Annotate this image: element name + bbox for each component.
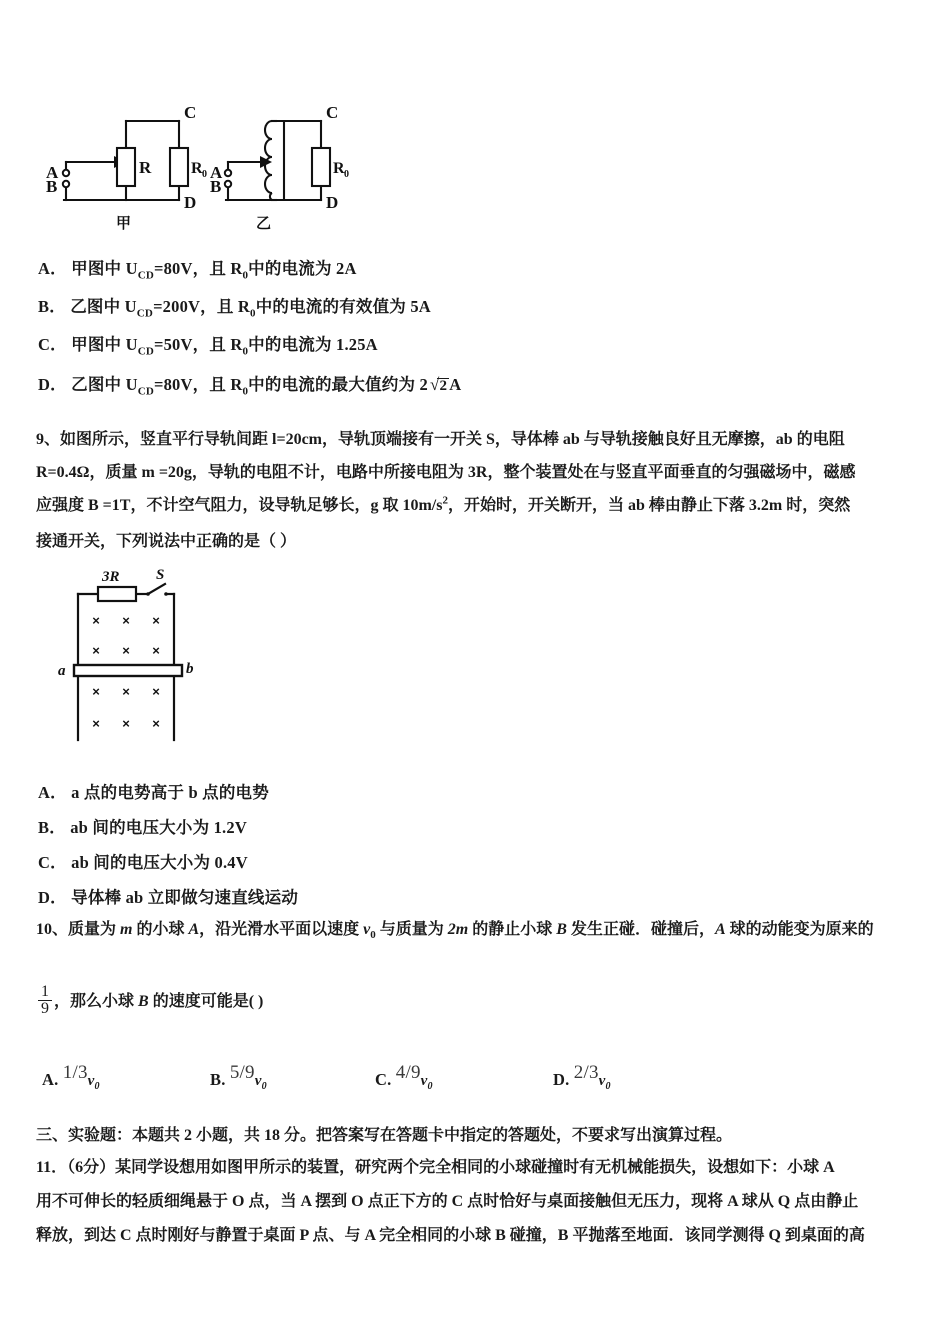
q10-ball-b: B <box>556 921 567 938</box>
field-cross: × <box>152 643 160 658</box>
option-letter: A． <box>38 783 67 802</box>
field-cross: × <box>92 643 100 658</box>
q11-line-3: 释放，到达 C 点时刚好与静置于桌面 P 点、与 A 完全相同的小球 B 碰撞，B 平抛落至地面．该同学测得 Q 到桌面的高 <box>36 1227 865 1244</box>
option-text: 乙图中 U <box>71 375 138 394</box>
option-text-mid: =50V，且 R <box>154 335 243 354</box>
q9-line-3-part-a: 应强度 B =1T，不计空气阻力，设导轨足够长，g 取 10m/s <box>36 497 443 514</box>
option-letter: C. <box>375 1070 392 1089</box>
option-variable: $v_0$ <box>420 1073 433 1092</box>
option-text-post: 中的电流的最大值约为 2 <box>248 375 428 394</box>
option-text: ab 间的电压大小为 0.4V <box>71 853 248 872</box>
field-cross: × <box>152 684 160 699</box>
svg-text:乙: 乙 <box>256 214 272 230</box>
q10-line-2 <box>36 984 263 1018</box>
q11-line-2: 用不可伸长的轻质细绳悬于 O 点，当 A 摆到 O 点正下方的 C 点时恰好与桌面接触但无压力，现将 A 球从 Q 点由静止 <box>36 1193 859 1210</box>
q10-t3: ，沿光滑水平面以速度 <box>199 921 364 938</box>
option-text-post: 中的电流为 1.25A <box>248 335 378 354</box>
option-text: ab 间的电压大小为 1.2V <box>70 818 247 837</box>
option-subscript-2: 0 <box>242 269 249 282</box>
svg-text:R: R <box>333 160 345 177</box>
svg-text:甲: 甲 <box>116 214 132 230</box>
q9-line-1: 9、如图所示，竖直平行导轨间距 l=20cm，导轨顶端接有一开关 S，导体棒 ab 与导轨接触良好且无摩擦，ab 的电阻 <box>36 431 845 448</box>
resistor-3r-label: 3R <box>102 569 120 585</box>
sqrt-symbol: √2 <box>429 375 448 394</box>
field-cross: × <box>92 613 100 628</box>
field-cross: × <box>152 613 160 628</box>
svg-text:B: B <box>210 177 222 196</box>
q10-ball-a2: A <box>714 921 726 938</box>
q10-option-a <box>42 1062 100 1092</box>
q8-option-b <box>38 293 431 319</box>
q10-var-v-sub: 0 <box>370 929 376 942</box>
svg-text:D: D <box>184 193 197 212</box>
q10-t6: 发生正碰．碰撞后， <box>566 921 715 938</box>
option-letter: A. <box>42 1070 59 1089</box>
q10-var-m: m <box>120 921 133 938</box>
option-letter: B． <box>38 297 66 316</box>
option-tail-unit: A <box>449 375 462 394</box>
field-cross: × <box>92 716 100 731</box>
option-subscript: CD <box>137 345 154 358</box>
option-text: a 点的电势高于 b 点的电势 <box>71 783 269 802</box>
option-text: 甲图中 U <box>71 335 138 354</box>
option-subscript-2: 0 <box>242 385 249 398</box>
field-cross: × <box>122 613 130 628</box>
option-text: 甲图中 U <box>71 259 138 278</box>
figure-vertical-rails <box>52 568 252 760</box>
option-subscript: CD <box>137 385 154 398</box>
svg-text:0: 0 <box>202 169 207 180</box>
option-fraction: 4/9 <box>395 1062 421 1083</box>
svg-text:D: D <box>326 193 339 212</box>
field-cross: × <box>122 684 130 699</box>
q10-line-1 <box>36 916 874 941</box>
field-cross: × <box>122 643 130 658</box>
field-cross: × <box>122 716 130 731</box>
figure-circuits-jia-yi <box>44 100 354 230</box>
rod-a-label: a <box>58 663 66 679</box>
q10-t7: 球的动能变为原来的 <box>725 921 874 938</box>
rod-b-label: b <box>186 661 194 677</box>
option-letter: B. <box>210 1070 226 1089</box>
fraction-one-ninth <box>38 984 52 1018</box>
field-cross: × <box>92 684 100 699</box>
option-variable: $v_0$ <box>254 1073 267 1092</box>
q8-option-a <box>38 255 357 281</box>
q10-t2: 的小球 <box>132 921 189 938</box>
svg-text:0: 0 <box>344 169 349 180</box>
option-letter: B． <box>38 818 66 837</box>
option-letter: D． <box>38 375 67 394</box>
option-subscript-2: 0 <box>242 345 249 358</box>
option-variable: $v_0$ <box>87 1073 100 1092</box>
q10-option-c <box>375 1062 433 1092</box>
option-text-mid: =80V，且 R <box>154 259 243 278</box>
option-letter: A． <box>38 259 67 278</box>
option-subscript: CD <box>136 307 154 320</box>
q9-option-b <box>38 814 247 838</box>
option-variable: $v_0$ <box>598 1073 611 1092</box>
q10-ball-b2: B <box>138 993 149 1011</box>
svg-text:R: R <box>139 158 152 177</box>
q11-line-1: 11．（6分）某同学设想用如图甲所示的装置，研究两个完全相同的小球碰撞时有无机械能损失，设想如下：小球 A <box>36 1159 835 1176</box>
q10-option-b <box>210 1062 267 1092</box>
section-3-heading: 三、实验题：本题共 2 小题，共 18 分。把答案写在答题卡中指定的答题处，不要求写出演算过程。 <box>36 1127 733 1144</box>
switch-s-label: S <box>156 568 165 583</box>
option-text-mid: =80V，且 R <box>154 375 243 394</box>
option-text: 乙图中 U <box>70 297 137 316</box>
q9-line-3-part-b: ，开始时，开关断开，当 ab 棒由静止下落 3.2m 时，突然 <box>447 497 851 514</box>
svg-text:R: R <box>191 160 203 177</box>
option-letter: D. <box>553 1070 570 1089</box>
q10-t5: 的静止小球 <box>468 921 557 938</box>
q10-t8: ，那么小球 <box>54 993 139 1011</box>
q9-option-a <box>38 779 269 803</box>
q9-option-c <box>38 849 248 873</box>
q10-t1: 10、质量为 <box>36 921 121 938</box>
q10-ball-a: A <box>188 921 200 938</box>
q9-line-4: 接通开关，下列说法中正确的是（ ） <box>36 533 297 550</box>
q8-option-d <box>38 371 461 397</box>
q9-line-3 <box>36 492 850 515</box>
svg-text:A: A <box>46 163 59 182</box>
q9-option-d <box>38 884 298 908</box>
q10-var-2m: 2m <box>447 921 469 938</box>
q10-option-d <box>553 1062 611 1092</box>
option-text-mid: =200V，且 R <box>153 297 250 316</box>
svg-text:A: A <box>210 163 223 182</box>
option-letter: C． <box>38 853 67 872</box>
option-fraction: 2/3 <box>573 1062 599 1083</box>
svg-text:B: B <box>46 177 58 196</box>
svg-text:C: C <box>184 103 197 122</box>
q9-line-3-superscript: 2 <box>442 494 448 507</box>
q9-line-2: R=0.4Ω，质量 m =20g，导轨的电阻不计，电路中所接电阻为 3R，整个装置处在与竖直平面垂直的匀强磁场中，磁感 <box>36 464 856 481</box>
option-subscript-2: 0 <box>250 307 256 320</box>
option-fraction: 1/3 <box>62 1062 88 1083</box>
option-letter: C． <box>38 335 67 354</box>
field-cross: × <box>152 716 160 731</box>
option-fraction: 5/9 <box>229 1062 255 1083</box>
option-text-post: 中的电流的有效值为 5A <box>255 297 431 316</box>
option-letter: D． <box>38 888 67 907</box>
q10-var-v: v <box>363 921 371 938</box>
option-text: 导体棒 ab 立即做匀速直线运动 <box>71 888 299 907</box>
svg-text:C: C <box>326 103 339 122</box>
option-subscript: CD <box>137 269 154 282</box>
q10-t9: 的速度可能是( ) <box>148 993 264 1011</box>
q8-option-c <box>38 331 378 357</box>
fraction-denominator: 9 <box>38 1000 52 1017</box>
fraction-numerator: 1 <box>41 983 49 1000</box>
q10-t4: 与质量为 <box>375 921 448 938</box>
option-text-post: 中的电流为 2A <box>248 259 357 278</box>
